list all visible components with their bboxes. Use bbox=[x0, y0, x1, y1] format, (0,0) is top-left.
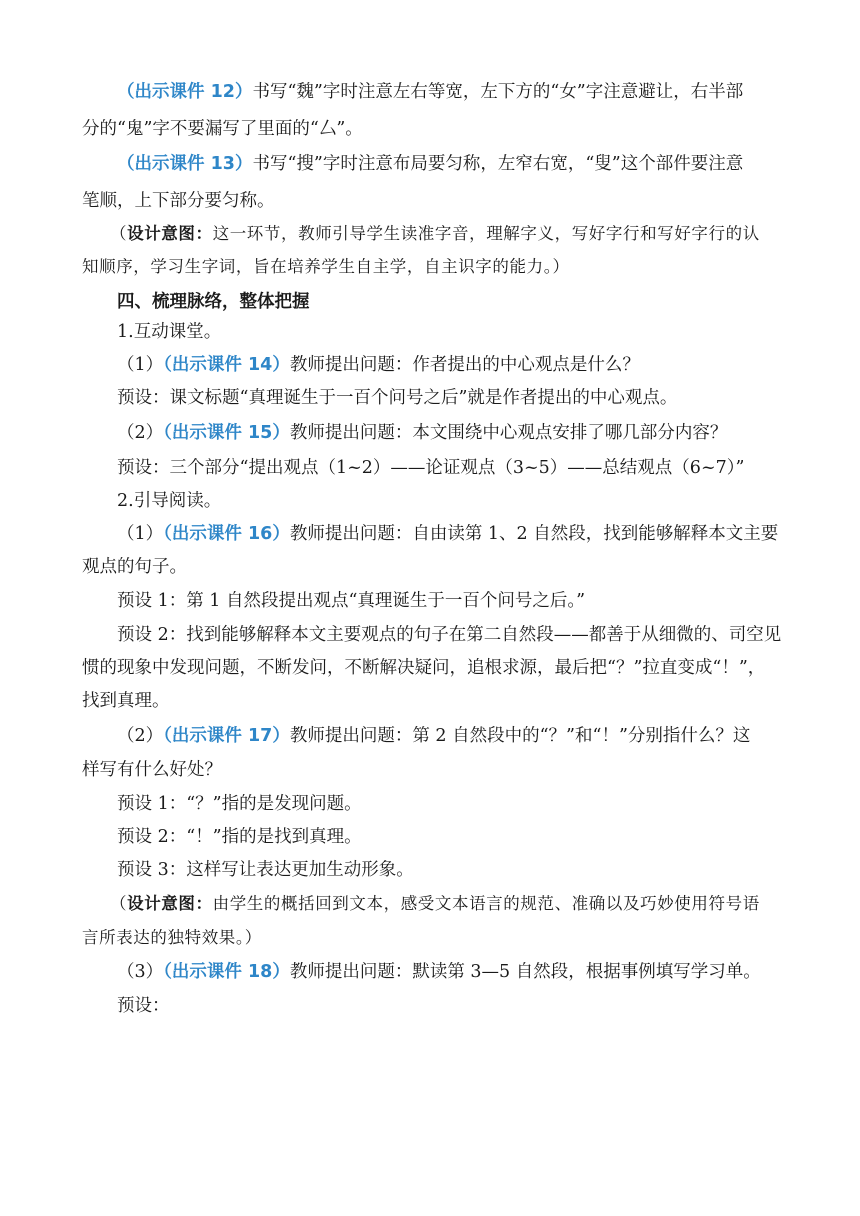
answer-16-2: 预设 2：找到能够解释本文主要观点的句子在第二自然段——都善于从细微的、司空见 bbox=[117, 625, 782, 645]
question-number: （1） bbox=[117, 355, 164, 375]
paragraph-continuation: 笔顺，上下部分要匀称。 bbox=[82, 191, 275, 211]
question-18 bbox=[117, 960, 761, 984]
design-intent-label: 设计意图： bbox=[127, 894, 213, 913]
design-intent-continuation: 言所表达的独特效果。） bbox=[82, 928, 262, 947]
answer-16-2-continuation: 惯的现象中发现问题，不断发问，不断解决疑问，追根求源，最后把“？”拉直变成“！”， bbox=[82, 658, 766, 678]
question-17 bbox=[117, 724, 750, 748]
question-text: 教师提出问题：第 2 自然段中的“？”和“！”分别指什么？这 bbox=[289, 726, 751, 746]
design-intent-continuation: 知顺序，学习生字词，旨在培养学生自主学，自主识字的能力。） bbox=[82, 257, 570, 276]
answer-17-1: 预设 1：“？”指的是发现问题。 bbox=[117, 794, 362, 814]
courseware-tag: （出示课件 12） bbox=[117, 82, 253, 102]
question-14 bbox=[117, 353, 640, 377]
design-intent-text: 由学生的概括回到文本，感受文本语言的规范、准确以及巧妙使用符号语 bbox=[212, 894, 760, 913]
paragraph-continuation: 分的“鬼”字不要漏写了里面的“厶”。 bbox=[82, 119, 363, 139]
question-text: 教师提出问题：作者提出的中心观点是什么？ bbox=[289, 355, 640, 375]
design-intent-label: 设计意图： bbox=[127, 224, 213, 243]
question-number: （3） bbox=[117, 962, 164, 982]
answer-18: 预设： bbox=[117, 996, 170, 1016]
question-text: 教师提出问题：自由读第 1、2 自然段，找到能够解释本文主要 bbox=[289, 524, 779, 544]
question-text: 教师提出问题：本文围绕中心观点安排了哪几部分内容？ bbox=[289, 423, 728, 443]
paragraph-courseware-12 bbox=[117, 80, 743, 104]
answer-17-3: 预设 3：这样写让表达更加生动形象。 bbox=[117, 860, 414, 880]
question-number: （2） bbox=[117, 726, 164, 746]
answer-16-1: 预设 1：第 1 自然段提出观点“真理诞生于一百个问号之后。” bbox=[117, 591, 586, 611]
question-number: （2） bbox=[117, 423, 164, 443]
answer-16-2-continuation: 找到真理。 bbox=[82, 691, 170, 711]
open-paren: （ bbox=[110, 894, 128, 913]
courseware-tag: （出示课件 13） bbox=[117, 154, 253, 174]
design-intent-note bbox=[110, 222, 760, 246]
question-text: 教师提出问题：默读第 3—5 自然段，根据事例填写学习单。 bbox=[289, 962, 761, 982]
question-16 bbox=[117, 522, 778, 546]
answer-14: 预设：课文标题“真理诞生于一百个问号之后”就是作者提出的中心观点。 bbox=[117, 388, 678, 408]
question-15 bbox=[117, 421, 727, 445]
answer-15: 预设：三个部分“提出观点（1~2）——论证观点（3~5）——总结观点（6~7）” bbox=[117, 458, 745, 478]
question-17-continuation: 样写有什么好处？ bbox=[82, 760, 222, 780]
question-16-continuation: 观点的句子。 bbox=[82, 557, 187, 577]
courseware-tag: （出示课件 18） bbox=[163, 962, 290, 982]
courseware-tag: （出示课件 16） bbox=[163, 524, 290, 544]
courseware-tag: （出示课件 17） bbox=[163, 726, 290, 746]
design-intent-note bbox=[110, 892, 760, 916]
paragraph-text: 书写“搜”字时注意布局要匀称，左窄右宽，“叟”这个部件要注意 bbox=[252, 154, 744, 174]
paragraph-text: 书写“魏”字时注意左右等宽，左下方的“女”字注意避让，右半部 bbox=[252, 82, 744, 102]
design-intent-text: 这一环节，教师引导学生读准字音，理解字义，写好字行和写好字行的认 bbox=[212, 224, 760, 243]
subsection-interactive-class: 1.互动课堂。 bbox=[117, 322, 222, 342]
question-number: （1） bbox=[117, 524, 164, 544]
section-heading: 四、梳理脉络，整体把握 bbox=[117, 292, 310, 312]
answer-17-2: 预设 2：“！”指的是找到真理。 bbox=[117, 827, 362, 847]
subsection-guided-reading: 2.引导阅读。 bbox=[117, 491, 222, 511]
paragraph-courseware-13 bbox=[117, 152, 743, 176]
courseware-tag: （出示课件 14） bbox=[163, 355, 290, 375]
open-paren: （ bbox=[110, 224, 128, 243]
courseware-tag: （出示课件 15） bbox=[163, 423, 290, 443]
